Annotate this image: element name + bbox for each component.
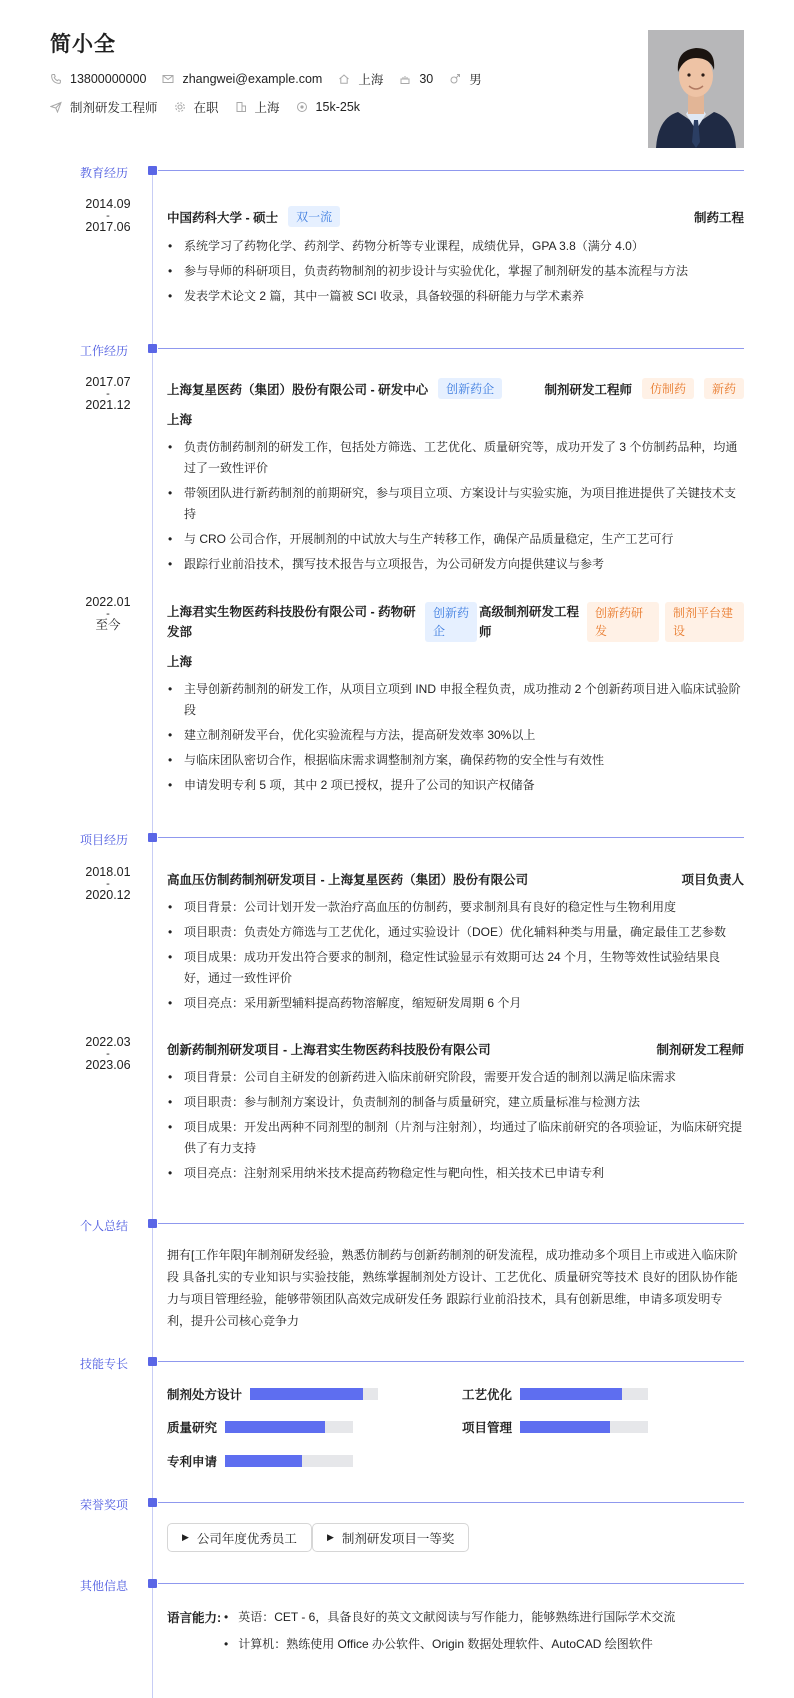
- company-tag: 创新药 企: [425, 602, 477, 642]
- timeline-line: [152, 172, 153, 1698]
- list-item: • 项目亮点：注射剂采用纳米技术提高药物稳定性与靶向性，相关技术已申请专利: [167, 1163, 744, 1184]
- age-item: [399, 72, 433, 86]
- skill-name: 专利申请: [167, 1455, 218, 1469]
- section-divider: [158, 1223, 744, 1224]
- job-title: 高级制剂研发工程 师: [479, 605, 580, 639]
- skill-item: [167, 1452, 353, 1470]
- email-item: [162, 72, 322, 86]
- gender-text: 男: [469, 73, 482, 87]
- section-marker: [148, 833, 157, 842]
- education-date: 2014.09 - 2017.06: [85, 197, 131, 234]
- section-divider: [158, 1502, 744, 1503]
- skill-bar: [520, 1388, 648, 1400]
- company-name: 上海复星医药（集团）股份有限公司 - 研发中心: [167, 382, 429, 397]
- list-item: • 项目背景：公司计划开发一款治疗高血压的仿制药，要求制剂具有良好的稳定性与生物利用度: [167, 897, 744, 918]
- section-divider: [158, 348, 744, 349]
- skill-name: 工艺优化: [462, 1388, 513, 1402]
- list-item: • 项目成果：开发出两种不同剂型的制剂（片剂与注射剂），均通过了临床前研究的各项验证，为临床研究提供了有力支持: [167, 1117, 744, 1159]
- section-marker: [148, 1357, 157, 1366]
- work-bullets: [167, 437, 744, 579]
- project-bullets: [167, 897, 744, 1018]
- skill-bar: [250, 1388, 378, 1400]
- skill-bar-fill: [250, 1388, 363, 1400]
- list-item: • 计算机：熟练使用 Office 办公软件、Origin 数据处理软件、AutoCAD 绘图软件: [224, 1635, 653, 1652]
- building-icon: [235, 101, 247, 113]
- project-date: 2018.01 - 2020.12: [85, 865, 131, 902]
- project-header: [167, 1040, 744, 1058]
- list-item: • 与 CRO 公司合作，开展制剂的中试放大与生产转移工作，确保产品质量稳定，生产工艺可行: [167, 529, 744, 550]
- section-title-projects: 项目经历: [80, 833, 129, 847]
- skill-bar-fill: [520, 1388, 622, 1400]
- list-item: • 发表学术论文 2 篇，其中一篇被 SCI 收录，具备较强的科研能力与学术素养: [167, 286, 744, 307]
- project-date: 2022.03 - 2023.06: [85, 1035, 131, 1072]
- phone-text: 13800000000: [70, 72, 147, 86]
- work-header: [167, 378, 744, 399]
- section-marker: [148, 344, 157, 353]
- list-item: • 系统学习了药物化学、药剂学、药物分析等专业课程，成绩优异，GPA 3.8（满分 4.0）: [167, 236, 744, 257]
- skill-bar: [225, 1455, 353, 1467]
- salary-item: [296, 100, 360, 114]
- salary-text: 15k-25k: [315, 100, 361, 114]
- list-item: • 英语：CET - 6，具备良好的英文文献阅读与写作能力，能够熟练进行国际学术交流: [224, 1608, 675, 1625]
- job-title: 制剂研发工程师: [544, 382, 632, 397]
- section-title-summary: 个人总结: [80, 1219, 129, 1233]
- list-item: • 项目成果：成功开发出符合要求的制剂，稳定性试验显示有效期可达 24 个月，生物等效性试验结果良好，通过一致性评价: [167, 947, 744, 989]
- skill-item: [167, 1385, 378, 1403]
- gender-icon: [449, 73, 461, 85]
- section-divider: [158, 837, 744, 838]
- cake-icon: [399, 73, 411, 85]
- skill-tag: 创新药研 发: [587, 602, 659, 642]
- target-city-item: [235, 98, 280, 116]
- section-marker: [148, 1498, 157, 1507]
- target-position-text: 制剂研发工程师: [70, 101, 158, 115]
- section-title-education: 教育经历: [80, 166, 129, 180]
- mail-icon: [162, 73, 174, 85]
- coin-icon: [296, 101, 308, 113]
- list-item: • 项目职责：负责处方筛选与工艺优化，通过实验设计（DOE）优化辅料种类与用量，确定最佳工艺参数: [167, 922, 744, 943]
- candidate-name: 简小全: [50, 33, 116, 56]
- gear-icon: [174, 101, 186, 113]
- skill-name: 质量研究: [167, 1421, 218, 1435]
- section-title-other: 其他信息: [80, 1579, 129, 1593]
- skill-bar: [520, 1421, 648, 1433]
- gender-item: [449, 70, 482, 88]
- work-date: 2022.01 - 至今: [85, 595, 131, 632]
- project-bullets: [167, 1067, 744, 1188]
- list-item: • 项目职责：参与制剂方案设计，负责制剂的制备与质量研究，建立质量标准与检测方法: [167, 1092, 744, 1113]
- honor-name: 公司年度优秀员工: [196, 1531, 297, 1546]
- project-role: 制剂研发工程师: [656, 1043, 744, 1057]
- work-city: 上海: [167, 655, 193, 669]
- list-item: • 带领团队进行新药制剂的前期研究，参与项目立项、方案设计与实验实施，为项目推进提供了关键技术支持: [167, 483, 744, 525]
- skill-tag: 制剂平台建 设: [665, 602, 744, 642]
- major: 制药工程: [693, 210, 744, 225]
- project-header: [167, 870, 744, 888]
- skill-item: [462, 1418, 648, 1436]
- section-title-skills: 技能专长: [80, 1357, 129, 1371]
- education-bullets: [167, 236, 744, 311]
- skill-bar-fill: [225, 1421, 325, 1433]
- honor-badge: [167, 1523, 312, 1552]
- skill-item: [462, 1385, 648, 1403]
- project-name: 创新药制剂研发项目 - 上海君实生物医药科技股份有限公司: [167, 1043, 491, 1057]
- skill-name: 项目管理: [462, 1421, 513, 1435]
- language-label: 语言能力:: [167, 1611, 222, 1625]
- list-item: • 项目亮点：采用新型辅料提高药物溶解度，缩短研发周期 6 个月: [167, 993, 744, 1014]
- list-item: • 主导创新药制剂的研发工作，从项目立项到 IND 申报全程负责，成功推动 2 个创新药项目进入临床试验阶段: [167, 679, 744, 721]
- age-text: 30: [419, 72, 434, 86]
- home-icon: [338, 73, 350, 85]
- skill-bar-fill: [225, 1455, 302, 1467]
- work-bullets: [167, 679, 744, 800]
- work-date: 2017.07 - 2021.12: [85, 375, 131, 412]
- section-divider: [158, 170, 744, 171]
- location-text: 上海: [358, 73, 384, 87]
- skill-bar-fill: [520, 1421, 610, 1433]
- honor-name: 制剂研发项目一等奖: [341, 1531, 455, 1546]
- target-position-item: [50, 98, 158, 116]
- contact-row: [50, 70, 498, 88]
- list-item: • 跟踪行业前沿技术，撰写技术报告与立项报告，为公司研发方向提供建议与参考: [167, 554, 744, 575]
- project-role: 项目负责人: [681, 873, 744, 887]
- skill-name: 制剂处方设计: [167, 1388, 243, 1402]
- summary-text: 拥有[工作年限]年制剂研发经验，熟悉仿制药与创新药制剂的研发流程，成功推动多个项目上市或进入临床阶段 具备扎实的专业知识与实验技能，熟练掌握制剂处方设计、工艺优化、质量研究等技术 良好的团队协作能力与项目管理经验，能够带领团队高效完成研发任务 跟踪行业前沿技术，具有创新思维，申请多项发明专利，提升公司核心竞争力: [167, 1248, 738, 1328]
- company-name: 上海君实生物医药科技股份有限公司 - 药物研 发部: [167, 605, 416, 639]
- triangle-icon: ▶: [182, 1532, 189, 1542]
- work-city: 上海: [167, 413, 193, 427]
- list-item: • 申请发明专利 5 项，其中 2 项已授权，提升了公司的知识产权储备: [167, 775, 744, 796]
- list-item: • 与临床团队密切合作，根据临床需求调整制剂方案，确保药物的安全性与有效性: [167, 750, 744, 771]
- phone-item: [50, 72, 146, 86]
- status-text: 在职: [193, 101, 219, 115]
- project-name: 高血压仿制药制剂研发项目 - 上海复星医药（集团）股份有限公司: [167, 873, 529, 887]
- list-item: • 建立制剂研发平台，优化实验流程与方法，提高研发效率 30%以上: [167, 725, 744, 746]
- job-intent-row: [50, 98, 376, 116]
- work-header: [167, 602, 744, 642]
- skill-tag: 新药: [704, 378, 744, 399]
- skill-tag: 仿制药: [642, 378, 694, 399]
- phone-icon: [50, 73, 62, 85]
- section-title-work: 工作经历: [80, 344, 129, 358]
- school-name: 中国药科大学 - 硕士: [167, 210, 279, 225]
- list-item: • 项目背景：公司自主研发的创新药进入临床前研究阶段，需要开发合适的制剂以满足临床需求: [167, 1067, 744, 1088]
- honor-badge: [312, 1523, 469, 1552]
- list-item: • 负责仿制药制剂的研发工作，包括处方筛选、工艺优化、质量研究等，成功开发了 3 个仿制药品种，均通过了一致性评价: [167, 437, 744, 479]
- section-divider: [158, 1361, 744, 1362]
- status-item: [174, 98, 219, 116]
- list-item: • 参与导师的科研项目，负责药物制剂的初步设计与实验优化，掌握了制剂研发的基本流程与方法: [167, 261, 744, 282]
- section-divider: [158, 1583, 744, 1584]
- triangle-icon: ▶: [327, 1532, 334, 1542]
- target-city-text: 上海: [254, 101, 280, 115]
- section-marker: [148, 1579, 157, 1588]
- section-marker: [148, 166, 157, 175]
- section-marker: [148, 1219, 157, 1228]
- section-title-honors: 荣誉奖项: [80, 1498, 129, 1512]
- profile-photo: [648, 30, 744, 148]
- email-text: zhangwei@example.com: [182, 72, 323, 86]
- send-icon: [50, 101, 62, 113]
- company-tag: 创新药企: [438, 378, 502, 399]
- skill-bar: [225, 1421, 353, 1433]
- location-item: [338, 70, 383, 88]
- skill-item: [167, 1418, 353, 1436]
- school-tag: 双一流: [288, 206, 340, 227]
- education-header: [167, 206, 744, 227]
